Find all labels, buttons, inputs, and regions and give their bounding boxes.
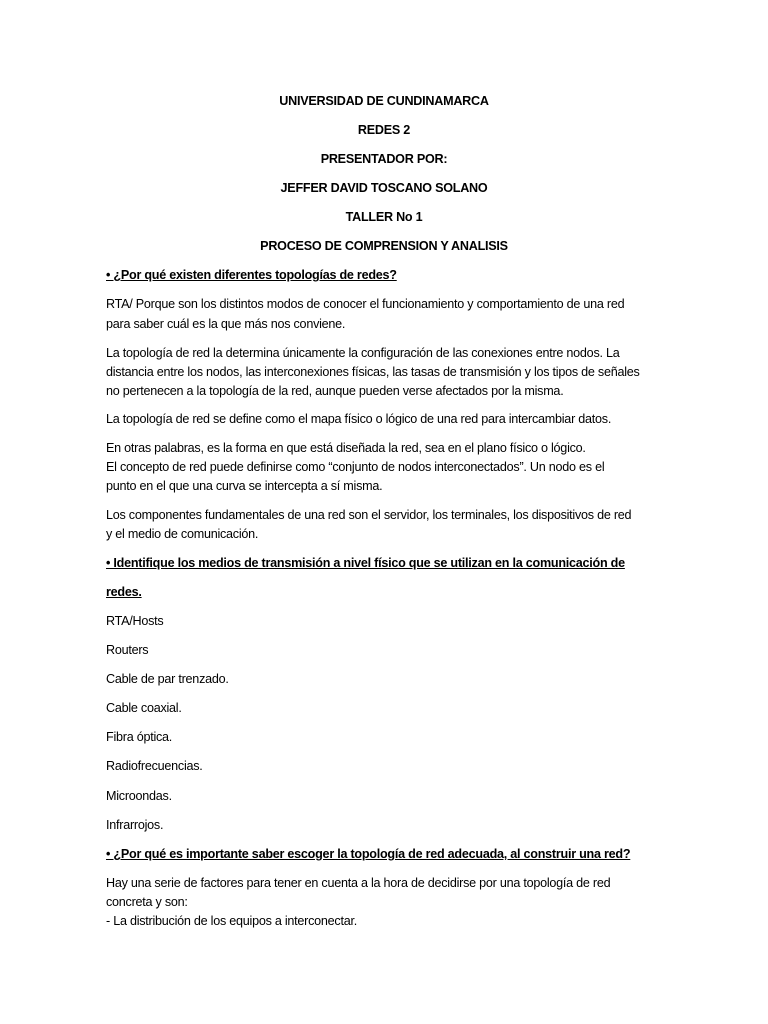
question-1-heading: • ¿Por qué existen diferentes topologías de redes? bbox=[106, 268, 397, 282]
assignment-title: TALLER No 1 bbox=[345, 210, 423, 224]
q1-paragraph-2-line: La topología de red la determina únicamente la configuración de las conexiones entre nodos. La bbox=[106, 346, 620, 360]
q1-answer-line: para saber cuál es la que más nos conviene. bbox=[106, 317, 346, 331]
university-title: UNIVERSIDAD DE CUNDINAMARCA bbox=[279, 94, 489, 108]
question-3-heading: • ¿Por qué es importante saber escoger la topología de red adecuada, al construir una red? bbox=[106, 847, 631, 861]
q1-paragraph-4-line: En otras palabras, es la forma en que está diseñada la red, sea en el plano físico o lógico. bbox=[106, 441, 586, 455]
list-item: Microondas. bbox=[106, 789, 172, 803]
list-item: Cable coaxial. bbox=[106, 701, 182, 715]
list-item: Radiofrecuencias. bbox=[106, 759, 203, 773]
q1-paragraph-5-line: Los componentes fundamentales de una red son el servidor, los terminales, los dispositivos de red bbox=[106, 508, 632, 522]
list-item: Fibra óptica. bbox=[106, 730, 173, 744]
subject-title: PROCESO DE COMPRENSION Y ANALISIS bbox=[260, 239, 508, 253]
q1-answer-line: RTA/ Porque son los distintos modos de conocer el funcionamiento y comportamiento de una red bbox=[106, 297, 625, 311]
list-item: Infrarrojos. bbox=[106, 818, 164, 832]
q1-paragraph-5-line: y el medio de comunicación. bbox=[106, 527, 259, 541]
author-name: JEFFER DAVID TOSCANO SOLANO bbox=[280, 181, 488, 195]
course-title: REDES 2 bbox=[357, 123, 411, 137]
q3-answer-line: concreta y son: bbox=[106, 895, 188, 909]
list-item: Cable de par trenzado. bbox=[106, 672, 229, 686]
q1-paragraph-2-line: no pertenecen a la topología de la red, aunque pueden verse afectados por la misma. bbox=[106, 384, 564, 398]
q3-answer-line: Hay una serie de factores para tener en cuenta a la hora de decidirse por una topología de red bbox=[106, 876, 611, 890]
list-item: Routers bbox=[106, 643, 149, 657]
presented-by-label: PRESENTADOR POR: bbox=[320, 152, 448, 166]
q1-paragraph-4-line: punto en el que una curva se intercepta a sí misma. bbox=[106, 479, 383, 493]
q1-paragraph-2-line: distancia entre los nodos, las interconexiones físicas, las tasas de transmisión y los tipos de señales bbox=[106, 365, 640, 379]
question-2-heading: • Identifique los medios de transmisión a nivel físico que se utilizan en la comunicación de bbox=[106, 556, 625, 570]
q3-answer-line: - La distribución de los equipos a interconectar. bbox=[106, 914, 357, 928]
question-2-heading-cont: redes. bbox=[106, 585, 142, 599]
list-item: RTA/Hosts bbox=[106, 614, 164, 628]
q1-paragraph-3: La topología de red se define como el mapa físico o lógico de una red para intercambiar datos. bbox=[106, 412, 612, 426]
q1-paragraph-4-line: El concepto de red puede definirse como “conjunto de nodos interconectados”. Un nodo es el bbox=[106, 460, 605, 474]
